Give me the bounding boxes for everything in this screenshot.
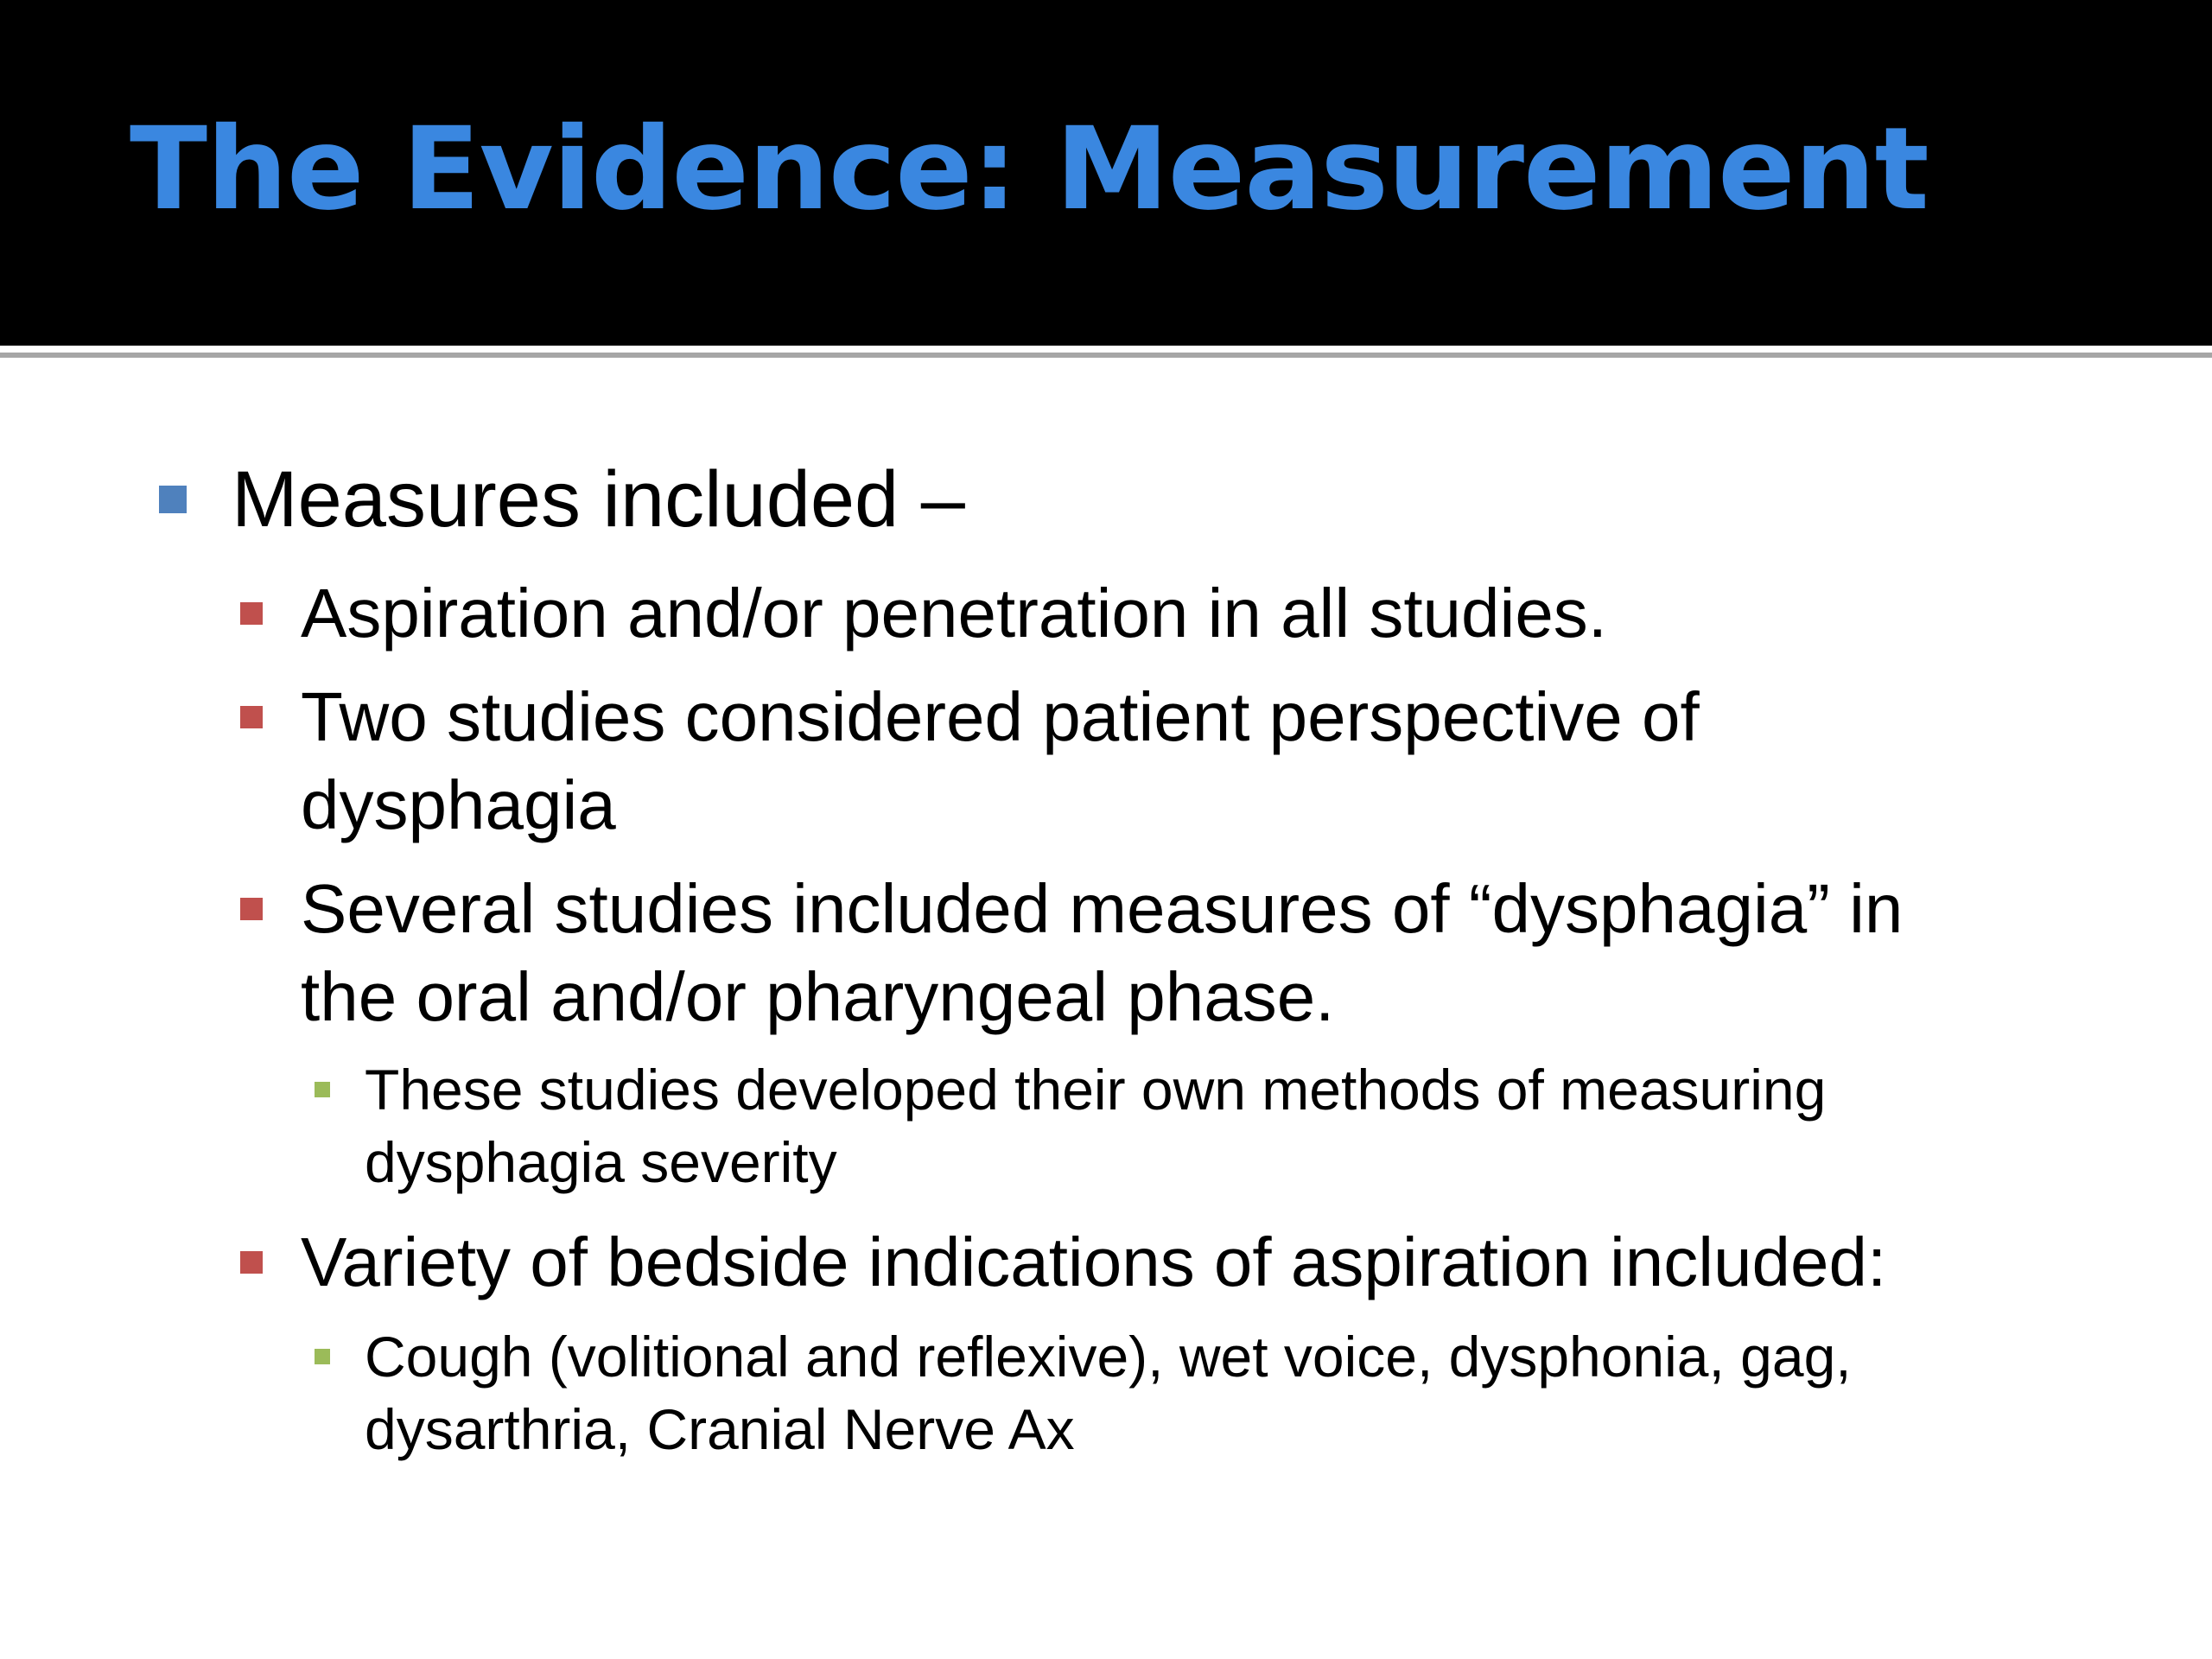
square-bullet-icon	[240, 1251, 263, 1274]
bullet-text: Cough (volitional and reflexive), wet voice, dysphonia, gag,	[365, 1325, 1852, 1389]
slide-title: The Evidence: Measurement	[130, 103, 1929, 236]
square-bullet-icon	[315, 1082, 330, 1097]
bullet-text-continued: the oral and/or pharyngeal phase.	[301, 958, 1335, 1035]
bullet-text: Variety of bedside indications of aspiration included:	[301, 1224, 1887, 1300]
bullet-text-continued: dysphagia severity	[365, 1130, 837, 1194]
bullet-text: Two studies considered patient perspective of	[301, 678, 1700, 755]
bullet-text-continued: dysarthria, Cranial Nerve Ax	[365, 1397, 1075, 1461]
square-bullet-icon	[315, 1349, 330, 1364]
square-bullet-icon	[240, 602, 263, 625]
bullet-text-continued: dysphagia	[301, 766, 616, 843]
bullet-text: Measures included –	[232, 455, 965, 543]
square-bullet-icon	[240, 898, 263, 920]
square-bullet-icon	[159, 486, 187, 513]
bullet-text: Aspiration and/or penetration in all studies.	[301, 575, 1608, 652]
bullet-text: Several studies included measures of “dysphagia” in	[301, 870, 1904, 947]
square-bullet-icon	[240, 706, 263, 728]
bullet-text: These studies developed their own methods of measuring	[365, 1058, 1827, 1122]
